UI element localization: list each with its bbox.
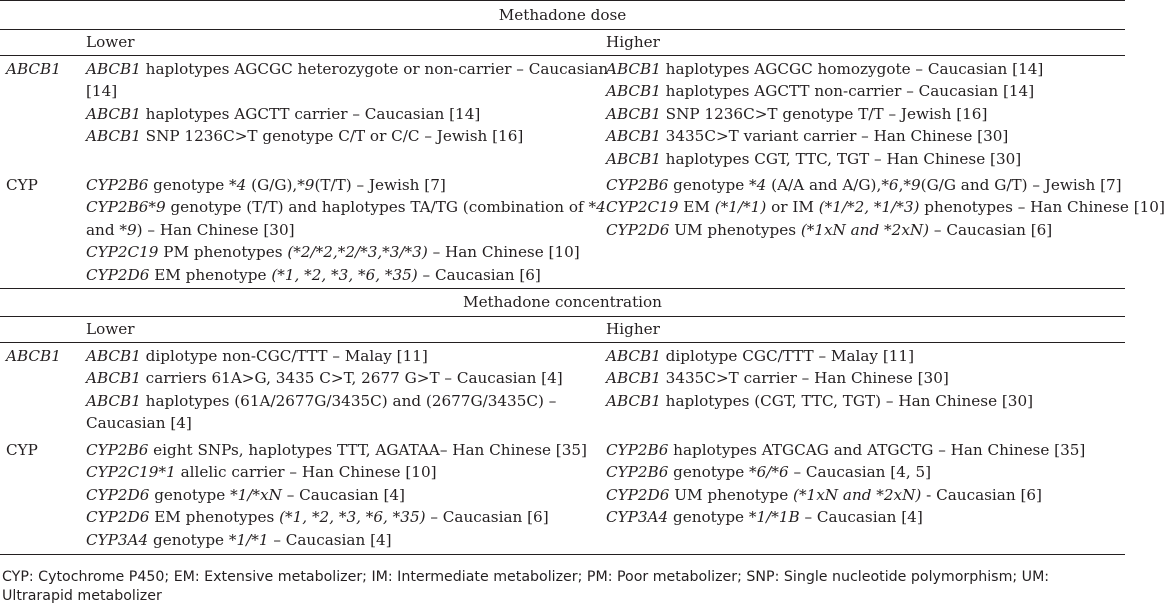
entry-line: CYP2B6 genotype *4 (A/A and A/G),*6,*9(G/G and G/T) – Jewish [7] — [606, 176, 1122, 194]
entry-line: ABCB1 diplotype non-CGC/TTT – Malay [11] — [86, 347, 428, 365]
section-title: Methadone concentration — [463, 293, 662, 311]
entry-line: ABCB1 haplotypes AGCGC homozygote – Caucasian [14] — [606, 60, 1044, 78]
section-rule — [0, 316, 1125, 317]
entry-line: CYP2B6 genotype *4 (G/G),*9(T/T) – Jewish [7] — [86, 176, 446, 194]
entry-line: ABCB1 diplotype CGC/TTT – Malay [11] — [606, 347, 915, 365]
higher-header: Higher — [606, 33, 660, 51]
entry-line: ABCB1 haplotypes AGCTT carrier – Caucasian [14] — [86, 104, 481, 123]
top-rule — [0, 0, 1125, 1]
association-entry — [86, 439, 591, 461]
dose-abcb1-lower-cell — [86, 58, 609, 148]
association-entry — [606, 148, 1116, 170]
section-rule — [0, 288, 1125, 289]
conc-abcb1-higher-cell — [606, 345, 1116, 412]
dose-abcb1-higher-cell — [606, 58, 1116, 170]
association-entry — [606, 196, 1165, 218]
association-entry — [86, 390, 591, 435]
lower-header: Lower — [86, 320, 135, 338]
entry-line: CYP2D6 UM phenotype (*1xN and *2xN) - Caucasian [6] — [606, 485, 1042, 504]
association-entry — [606, 103, 1116, 125]
association-entry — [86, 345, 591, 367]
entry-line: and *9) – Han Chinese [30] — [86, 220, 295, 239]
association-entry — [86, 529, 591, 551]
association-entry — [86, 241, 591, 263]
association-entry — [86, 125, 591, 147]
higher-header: Higher — [606, 320, 660, 338]
entry-line: CYP2C19 EM (*1/*1) or IM (*1/*2, *1/*3) phenotypes – Han Chinese [10] — [606, 198, 1165, 217]
entry-line: CYP2B6*9 genotype (T/T) and haplotypes TA/TG (combination of *4 — [86, 198, 606, 217]
bottom-rule — [0, 554, 1125, 555]
association-entry — [86, 484, 591, 506]
association-entry — [86, 103, 591, 125]
association-entry — [86, 174, 591, 196]
entry-line: CYP2D6 EM phenotype (*1, *2, *3, *6, *35) – Caucasian [6] — [86, 265, 541, 284]
conc-cyp-lower-cell — [86, 439, 591, 551]
association-entry — [86, 461, 591, 483]
association-entry — [86, 196, 606, 241]
lower-header: Lower — [86, 33, 135, 51]
entry-line: CYP3A4 genotype *1/*1B – Caucasian [4] — [606, 508, 923, 527]
association-entry — [86, 506, 591, 528]
association-entry — [606, 80, 1116, 102]
association-entry — [86, 264, 591, 286]
entry-line: ABCB1 haplotypes AGCGC heterozygote or non-carrier – Caucasian — [86, 60, 609, 78]
group-label-abcb1: ABCB1 — [6, 60, 61, 78]
association-entry — [606, 219, 1116, 241]
dose-cyp-lower-cell — [86, 174, 606, 286]
group-label-abcb1: ABCB1 — [6, 347, 61, 365]
association-entry — [606, 484, 1116, 506]
association-entry — [86, 58, 609, 103]
entry-line: CYP2C19*1 allelic carrier – Han Chinese [10] — [86, 463, 437, 482]
subheader-rule — [0, 342, 1125, 343]
section-title: Methadone dose — [498, 6, 627, 24]
association-entry — [606, 345, 1116, 367]
conc-cyp-higher-cell — [606, 439, 1116, 529]
entry-line: ABCB1 haplotypes (CGT, TTC, TGT) – Han Chinese [30] — [606, 391, 1034, 410]
dose-cyp-higher-cell — [606, 174, 1165, 241]
conc-abcb1-lower-cell — [86, 345, 591, 435]
entry-line: CYP2C19 PM phenotypes (*2/*2,*2/*3,*3/*3) – Han Chinese [10] — [86, 243, 580, 262]
entry-line: ABCB1 haplotypes AGCTT non-carrier – Caucasian [14] — [606, 82, 1035, 101]
entry-line: CYP2D6 genotype *1/*xN – Caucasian [4] — [86, 485, 405, 504]
entry-line: CYP2B6 haplotypes ATGCAG and ATGCTG – Han Chinese [35] — [606, 441, 1086, 459]
entry-line: CYP3A4 genotype *1/*1 – Caucasian [4] — [86, 530, 392, 549]
entry-line: ABCB1 3435C>T variant carrier – Han Chinese [30] — [606, 127, 1009, 146]
association-entry — [606, 461, 1116, 483]
association-entry — [606, 506, 1116, 528]
association-entry — [606, 367, 1116, 389]
association-entry — [606, 125, 1116, 147]
entry-line: CYP2B6 eight SNPs, haplotypes TTT, AGATAA– Han Chinese [35] — [86, 441, 587, 459]
section-rule — [0, 29, 1125, 30]
group-label-cyp: CYP — [6, 176, 38, 194]
entry-line: [14] — [86, 82, 118, 101]
association-entry — [606, 58, 1116, 80]
entry-line: ABCB1 haplotypes (61A/2677G/3435C) and (2677G/3435C) – — [86, 391, 557, 410]
association-entry — [606, 390, 1116, 412]
association-entry — [86, 367, 591, 389]
entry-line: ABCB1 carriers 61A>G, 3435 C>T, 2677 G>T – Caucasian [4] — [86, 369, 563, 388]
table-footnote: CYP: Cytochrome P450; EM: Extensive metabolizer; IM: Intermediate metabolizer; PM: Poor metabolizer; SNP: Single nucleotide polymorphism; UM: Ultrarapid metabolizer — [2, 569, 1050, 604]
entry-line: CYP2B6 genotype *6/*6 – Caucasian [4, 5] — [606, 463, 932, 482]
subheader-rule — [0, 55, 1125, 56]
entry-line: Caucasian [4] — [86, 414, 192, 433]
entry-line: CYP2D6 EM phenotypes (*1, *2, *3, *6, *35) – Caucasian [6] — [86, 508, 549, 527]
entry-line: ABCB1 haplotypes CGT, TTC, TGT – Han Chinese [30] — [606, 149, 1022, 168]
entry-line: ABCB1 3435C>T carrier – Han Chinese [30] — [606, 369, 949, 388]
entry-line: ABCB1 SNP 1236C>T genotype T/T – Jewish [16] — [606, 104, 988, 123]
group-label-cyp: CYP — [6, 441, 38, 459]
entry-line: ABCB1 SNP 1236C>T genotype C/T or C/C – Jewish [16] — [86, 127, 524, 146]
association-entry — [606, 174, 1122, 196]
entry-line: CYP2D6 UM phenotypes (*1xN and *2xN) – Caucasian [6] — [606, 220, 1053, 239]
association-entry — [606, 439, 1116, 461]
